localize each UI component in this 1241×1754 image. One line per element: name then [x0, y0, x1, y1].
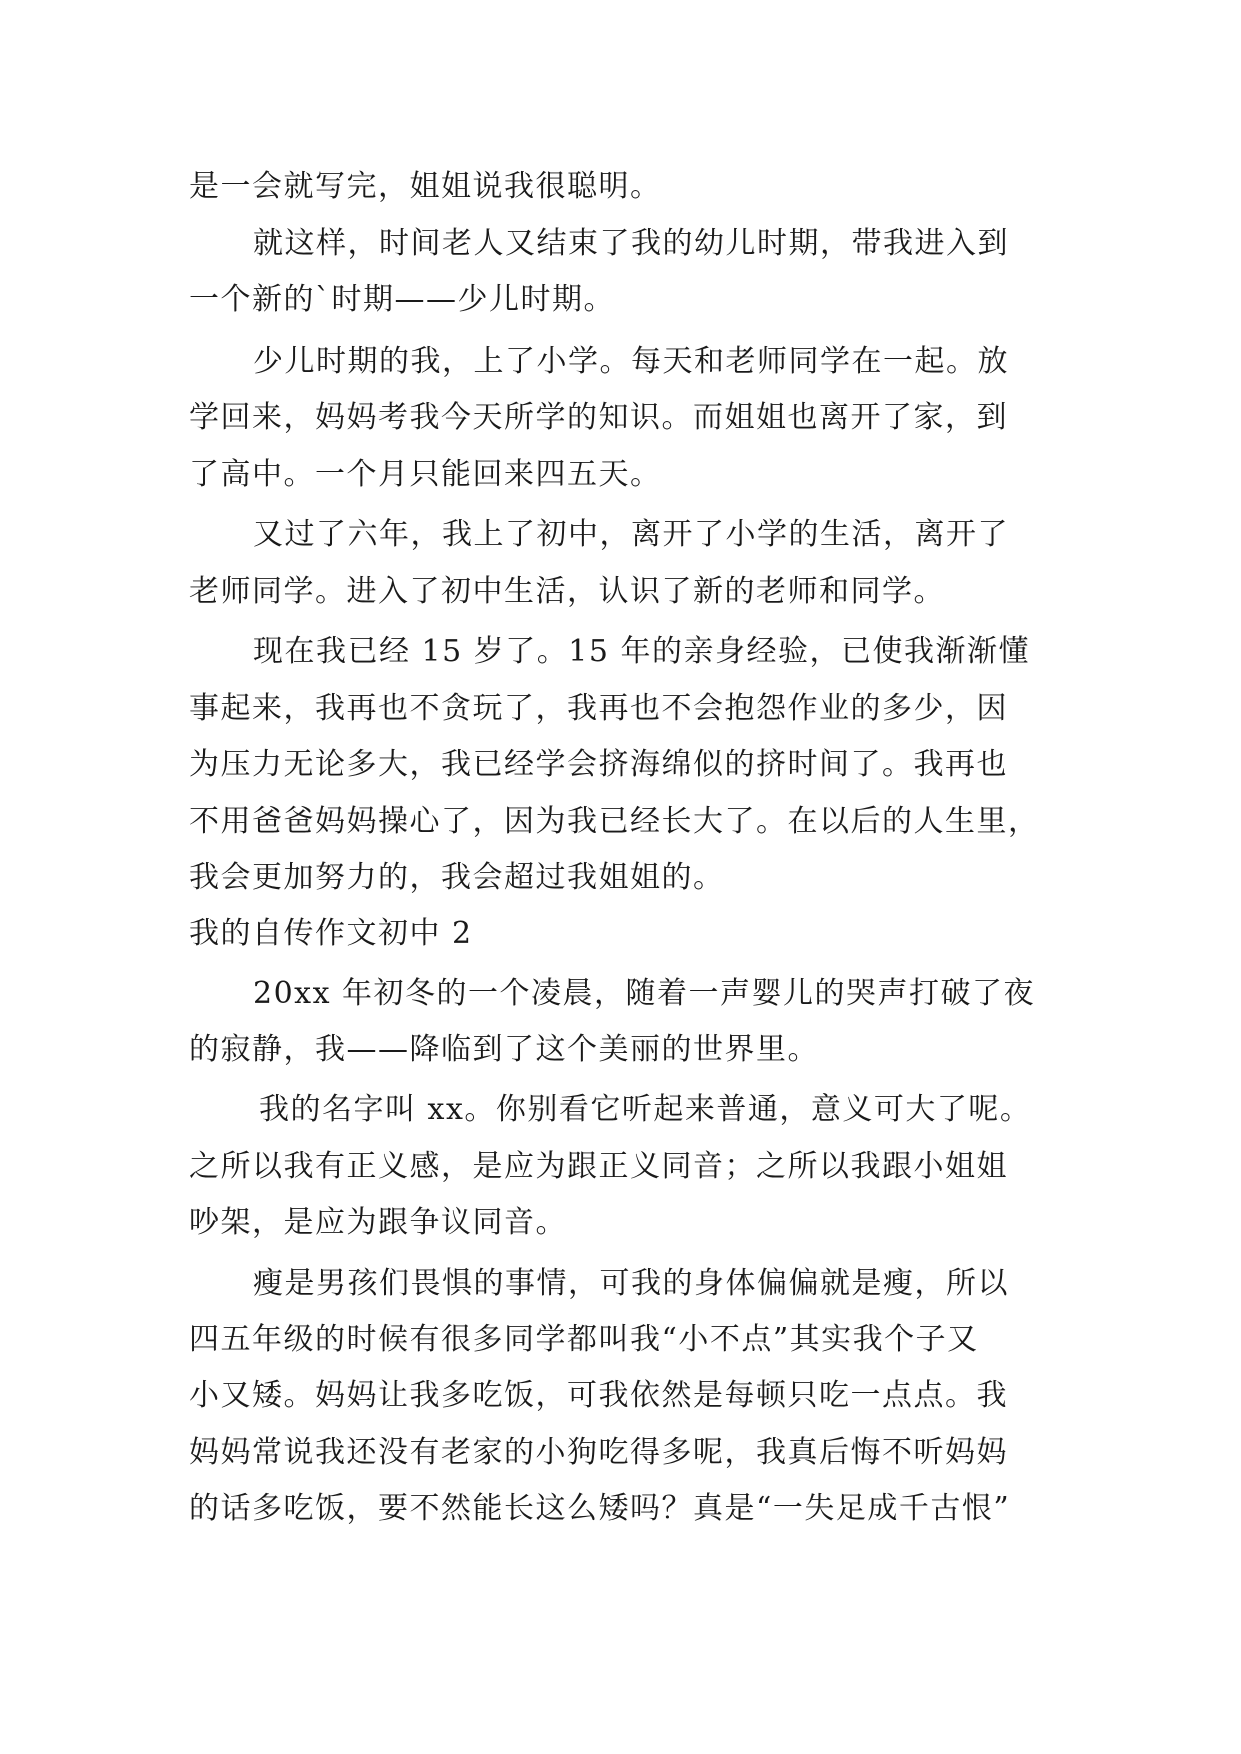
- text-line: 不用爸爸妈妈操心了，因为我已经长大了。在以后的人生里，: [189, 804, 1040, 839]
- text-line: 的寂静，我——降临到了这个美丽的世界里。: [189, 1032, 819, 1067]
- text-line: 事起来，我再也不贪玩了，我再也不会抱怨作业的多少，因: [189, 691, 1008, 726]
- text-line: 一个新的`时期——少儿时期。: [189, 282, 615, 317]
- text-line: 四五年级的时候有很多同学都叫我“小不点”其实我个子又: [189, 1322, 979, 1357]
- section-heading: 我的自传作文初中 2: [189, 916, 473, 951]
- text-line: 就这样，时间老人又结束了我的幼儿时期，带我进入到: [253, 226, 1009, 261]
- text-line: 了高中。一个月只能回来四五天。: [189, 457, 662, 492]
- text-line: 小又矮。妈妈让我多吃饭，可我依然是每顿只吃一点点。我: [189, 1378, 1008, 1413]
- text-line: 我会更加努力的，我会超过我姐姐的。: [189, 860, 725, 895]
- text-line: 现在我已经 15 岁了。15 年的亲身经验，已使我渐渐懂: [253, 634, 1030, 669]
- text-line: 少儿时期的我，上了小学。每天和老师同学在一起。放: [253, 344, 1009, 379]
- text-line: 老师同学。进入了初中生活，认识了新的老师和同学。: [189, 574, 945, 609]
- text-line: 吵架，是应为跟争议同音。: [189, 1205, 567, 1240]
- text-line: 20xx 年初冬的一个凌晨，随着一声婴儿的哭声打破了夜: [253, 976, 1036, 1011]
- text-line: 的话多吃饭，要不然能长这么矮吗？真是“一失足成千古恨”: [189, 1491, 1011, 1526]
- text-line: 为压力无论多大，我已经学会挤海绵似的挤时间了。我再也: [189, 747, 1008, 782]
- text-line: 学回来，妈妈考我今天所学的知识。而姐姐也离开了家，到: [189, 400, 1008, 435]
- text-line: 又过了六年，我上了初中，离开了小学的生活，离开了: [253, 517, 1009, 552]
- text-line: 瘦是男孩们畏惧的事情，可我的身体偏偏就是瘦，所以: [253, 1266, 1009, 1301]
- text-line: 是一会就写完，姐姐说我很聪明。: [189, 169, 662, 204]
- text-line: 妈妈常说我还没有老家的小狗吃得多呢，我真后悔不听妈妈: [189, 1435, 1008, 1470]
- text-line: 之所以我有正义感，是应为跟正义同音；之所以我跟小姐姐: [189, 1149, 1008, 1184]
- text-line: 我的名字叫 xx。你别看它听起来普通，意义可大了呢。: [259, 1092, 1032, 1127]
